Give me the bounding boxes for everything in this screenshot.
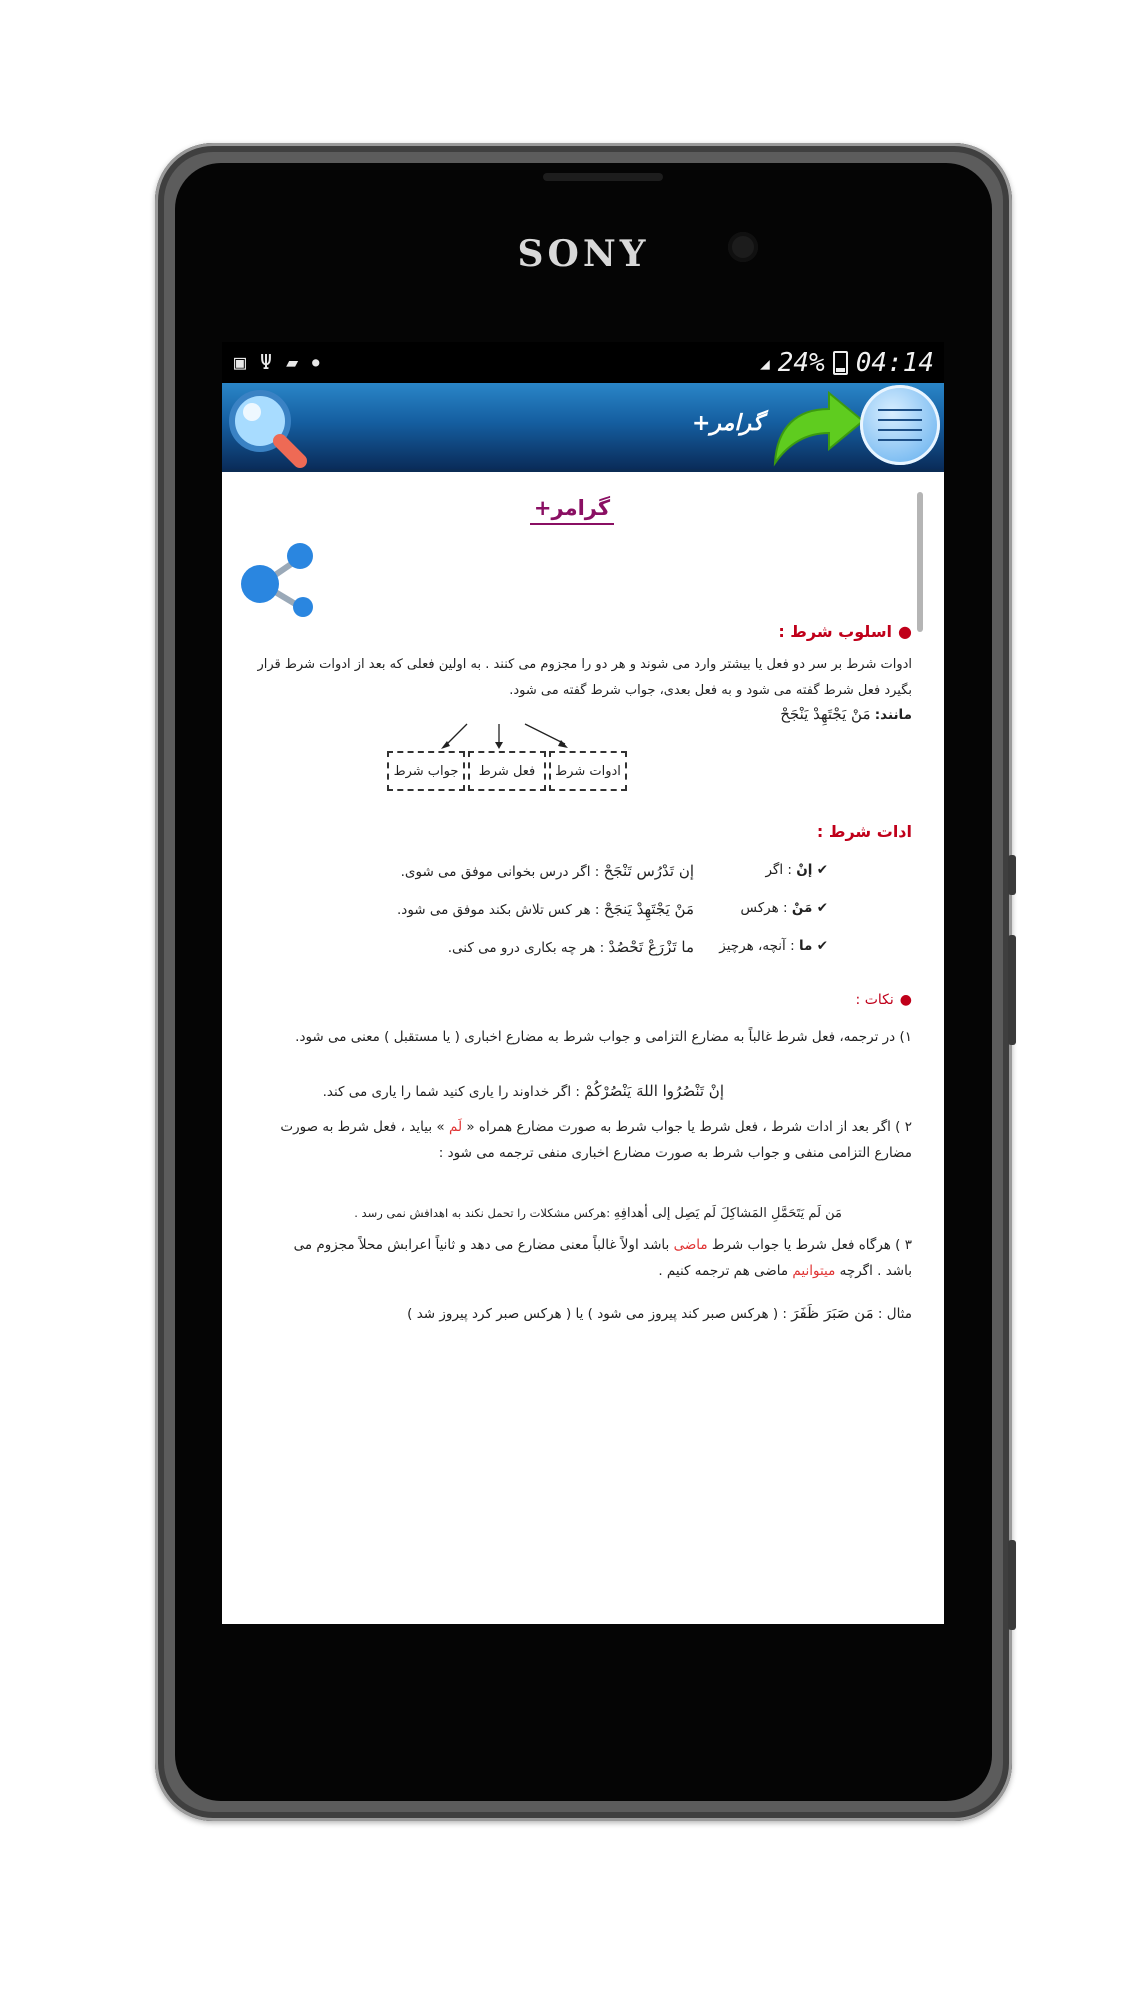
menu-button[interactable] bbox=[860, 385, 940, 465]
status-bar bbox=[222, 342, 944, 383]
scrollbar[interactable] bbox=[917, 492, 923, 632]
app-bar bbox=[222, 383, 944, 472]
image-icon: ▣ bbox=[234, 350, 247, 374]
diagram-arrows bbox=[437, 722, 577, 750]
note-2: ۲ ) اگر بعد از ادات شرط ، فعل شرط یا جواب شرط به صورت مضارع همراه « لَم » بیاید ، فعل شرط به صورت مضارع التزامی منفی و جواب شرط به صورت مضارع اخباری منفی ترجمه می شود : bbox=[280, 1119, 912, 1161]
note-2-example: مَن لَم یَتَحَمَّلِ المَشاکِلَ لَم یَصِل إلی أهدافِهِ :هرکس مشکلات را تحمل نکند به اهدافش نمی رسد . bbox=[354, 1206, 842, 1221]
box-conditional-particle: ادوات شرط bbox=[549, 751, 627, 791]
section-heading-conditional-style: ●اسلوب شرط : bbox=[778, 622, 912, 641]
battery-icon bbox=[833, 351, 848, 375]
signal-icon: ◢ bbox=[760, 353, 770, 373]
check-icon: ✔ bbox=[816, 862, 828, 878]
document-title bbox=[422, 496, 722, 520]
share-icon[interactable] bbox=[240, 542, 320, 618]
back-arrow-icon[interactable] bbox=[767, 387, 867, 467]
dot-icon: ● bbox=[312, 355, 320, 369]
section-heading-conditional-particles: ادات شرط : bbox=[816, 822, 912, 841]
check-icon: ✔ bbox=[816, 938, 828, 954]
box-condition-verb: فعل شرط bbox=[468, 751, 546, 791]
particle-example-in: إن تَدْرُس تَنْجَحْ : اگر درس بخوانی موفق می شوی. bbox=[400, 862, 694, 880]
note-3: ۳ ) هرگاه فعل شرط یا جواب شرط ماضی باشد اولاً غالباً معنی مضارع می دهد و ثانیاً اعرابش محلاً مجزوم می باشد . اگرچه میتوانیم ماضی هم ترجمه کنیم . bbox=[293, 1237, 912, 1279]
box-response-verb: جواب شرط bbox=[387, 751, 465, 791]
particle-example-man: مَنْ یَجْتَهِدْ یَنجَحْ : هر کس تلاش بکند موفق می شود. bbox=[397, 900, 694, 918]
usb-icon: Ψ bbox=[260, 350, 273, 374]
example-label: مانند: bbox=[874, 707, 912, 723]
search-icon[interactable] bbox=[224, 385, 314, 469]
message-icon: ▰ bbox=[286, 350, 299, 374]
document-title-text: گرامر+ bbox=[530, 496, 614, 525]
section1-paragraph: ادوات شرط بر سر دو فعل یا بیشتر وارد می شوند و هر دو را مجزوم می کنند . به اولین فعلی که بعد از ادوات شرط قرار بگیرد فعل شرط گفته می شود و به فعل بعدی، جواب شرط گفته می شود. bbox=[257, 657, 912, 698]
side-button-camera[interactable] bbox=[1008, 1540, 1016, 1630]
note-3-example: مثال : مَن صَبَرَ ظَفَرَ : ( هرکس صبر کند پیروز می شود ) یا ( هرکس صبر کرد پیروز شد ) bbox=[407, 1304, 912, 1322]
example-arabic: مَنْ یَجْتَهِدْ یَنْجَحْ bbox=[780, 705, 871, 723]
note-1: ۱) در ترجمه، فعل شرط غالباً به مضارع التزامی و جواب شرط به مضارع اخباری ( یا مستقبل ) معنی می شود. bbox=[295, 1029, 912, 1045]
battery-percent: 24% bbox=[777, 348, 825, 378]
note-1-example: إنْ تَنْصُرُوا اللهَ یَنْصُرْکُمْ : اگر خداوند را یاری کنید شما را یاری می کند. bbox=[322, 1082, 724, 1100]
check-icon: ✔ bbox=[816, 900, 828, 916]
particle-row-ma: ✔ ما : آنچه، هرچیز bbox=[719, 938, 828, 954]
app-title: گرامر+ bbox=[692, 411, 764, 436]
screen bbox=[222, 342, 944, 1624]
document-page bbox=[222, 472, 944, 1624]
brand-logo: SONY bbox=[517, 233, 650, 275]
particle-example-ma: ما تَزْرَعْ تَحْصُدْ : هر چه بکاری درو می کنی. bbox=[447, 938, 694, 956]
front-camera bbox=[728, 232, 758, 262]
side-button-volume[interactable] bbox=[1008, 935, 1016, 1045]
speaker-grille bbox=[543, 173, 663, 181]
example-line bbox=[780, 705, 912, 723]
section-heading-notes: ●نکات : bbox=[855, 992, 912, 1008]
clock: 04:14 bbox=[855, 348, 934, 378]
particle-row-man: ✔ مَنْ : هرکس bbox=[740, 900, 828, 916]
particle-row-in: ✔ إنْ : اگر bbox=[765, 862, 828, 878]
side-button-power[interactable] bbox=[1008, 855, 1016, 895]
